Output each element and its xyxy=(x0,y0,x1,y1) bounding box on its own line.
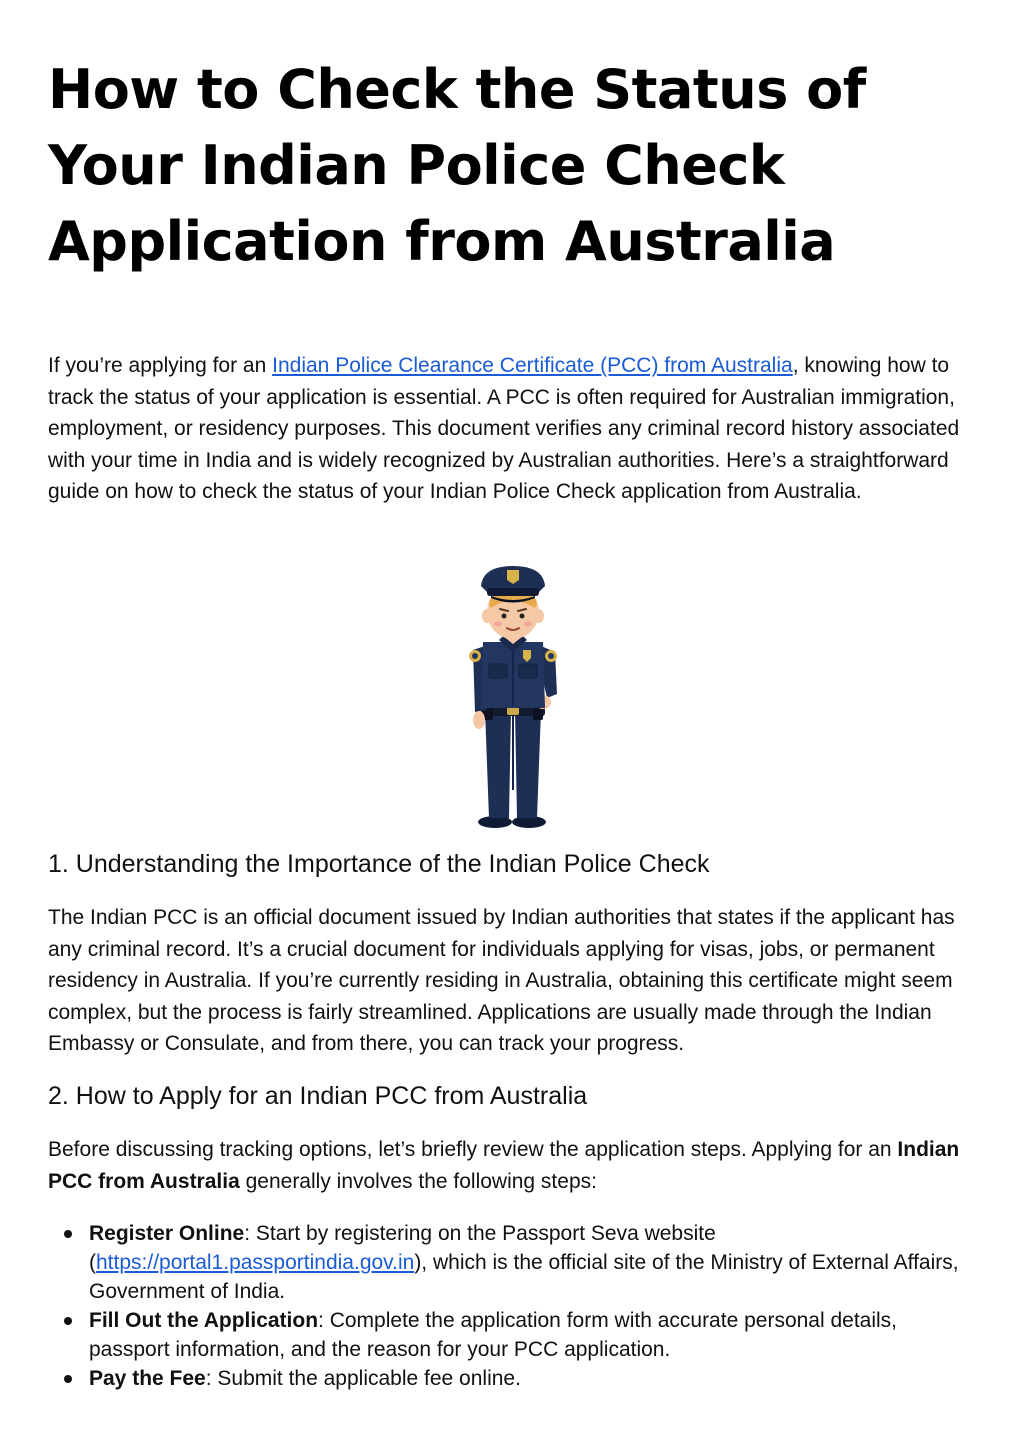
bullet-icon xyxy=(64,1230,72,1238)
step-title: Fill Out the Application xyxy=(89,1309,319,1332)
step-title: Pay the Fee xyxy=(89,1367,206,1390)
step-text: : Complete the application form with accurate personal details, passport information, and the reason for your PCC application. xyxy=(89,1309,898,1361)
police-officer-icon xyxy=(463,560,563,830)
section2-intro-before: Before discussing tracking options, let’s briefly review the application steps. Applying for an xyxy=(48,1138,898,1161)
page-title: How to Check the Status of Your Indian Police Check Application from Australia xyxy=(48,58,866,273)
section2-intro xyxy=(48,1134,983,1197)
step-text: : Start by registering on the Passport Seva website ( xyxy=(89,1222,716,1274)
section2-intro-bold: Indian PCC from Australia xyxy=(48,1138,960,1193)
intro-paragraph xyxy=(48,350,983,508)
intro-text-after: , knowing how to track the status of your application is essential. A PCC is often required for Australian immigration, employment, or residency purposes. This document verifies any criminal record history associated with your time in India and is widely recognized by Australian authorities. Here’s a straightforward guide on how to check the status of your Indian Police Check application from Australia. xyxy=(48,354,960,503)
step-title: Register Online xyxy=(89,1222,245,1245)
list-item xyxy=(48,1364,983,1393)
step-text: ), which is the official site of the Ministry of External Affairs, Government of India. xyxy=(89,1251,959,1303)
bullet-icon xyxy=(64,1375,72,1383)
list-item xyxy=(48,1219,983,1306)
section1-heading: 1. Understanding the Importance of the Indian Police Check xyxy=(48,850,710,878)
bullet-icon xyxy=(64,1317,72,1325)
section2-intro-after: generally involves the following steps: xyxy=(239,1169,597,1193)
section1-body: The Indian PCC is an official document issued by Indian authorities that states if the applicant has any criminal record. It’s a crucial document for individuals applying for visas, jobs, or permanent residency in Australia. If you’re currently residing in Australia, obtaining this certificate might seem complex, but the process is fairly streamlined. Applications are usually made through the Indian Embassy or Consulate, and from there, you can track your progress. xyxy=(48,906,955,1055)
passport-seva-link[interactable]: https://portal1.passportindia.gov.in xyxy=(96,1251,415,1274)
pcc-australia-link[interactable]: Indian Police Clearance Certificate (PCC) from Australia xyxy=(272,354,793,377)
step-text: : Submit the applicable fee online. xyxy=(205,1367,521,1390)
section2-heading: 2. How to Apply for an Indian PCC from Australia xyxy=(48,1082,588,1110)
intro-text-before: If you’re applying for an xyxy=(48,354,273,377)
list-item xyxy=(48,1306,983,1364)
steps-list xyxy=(48,1219,983,1393)
